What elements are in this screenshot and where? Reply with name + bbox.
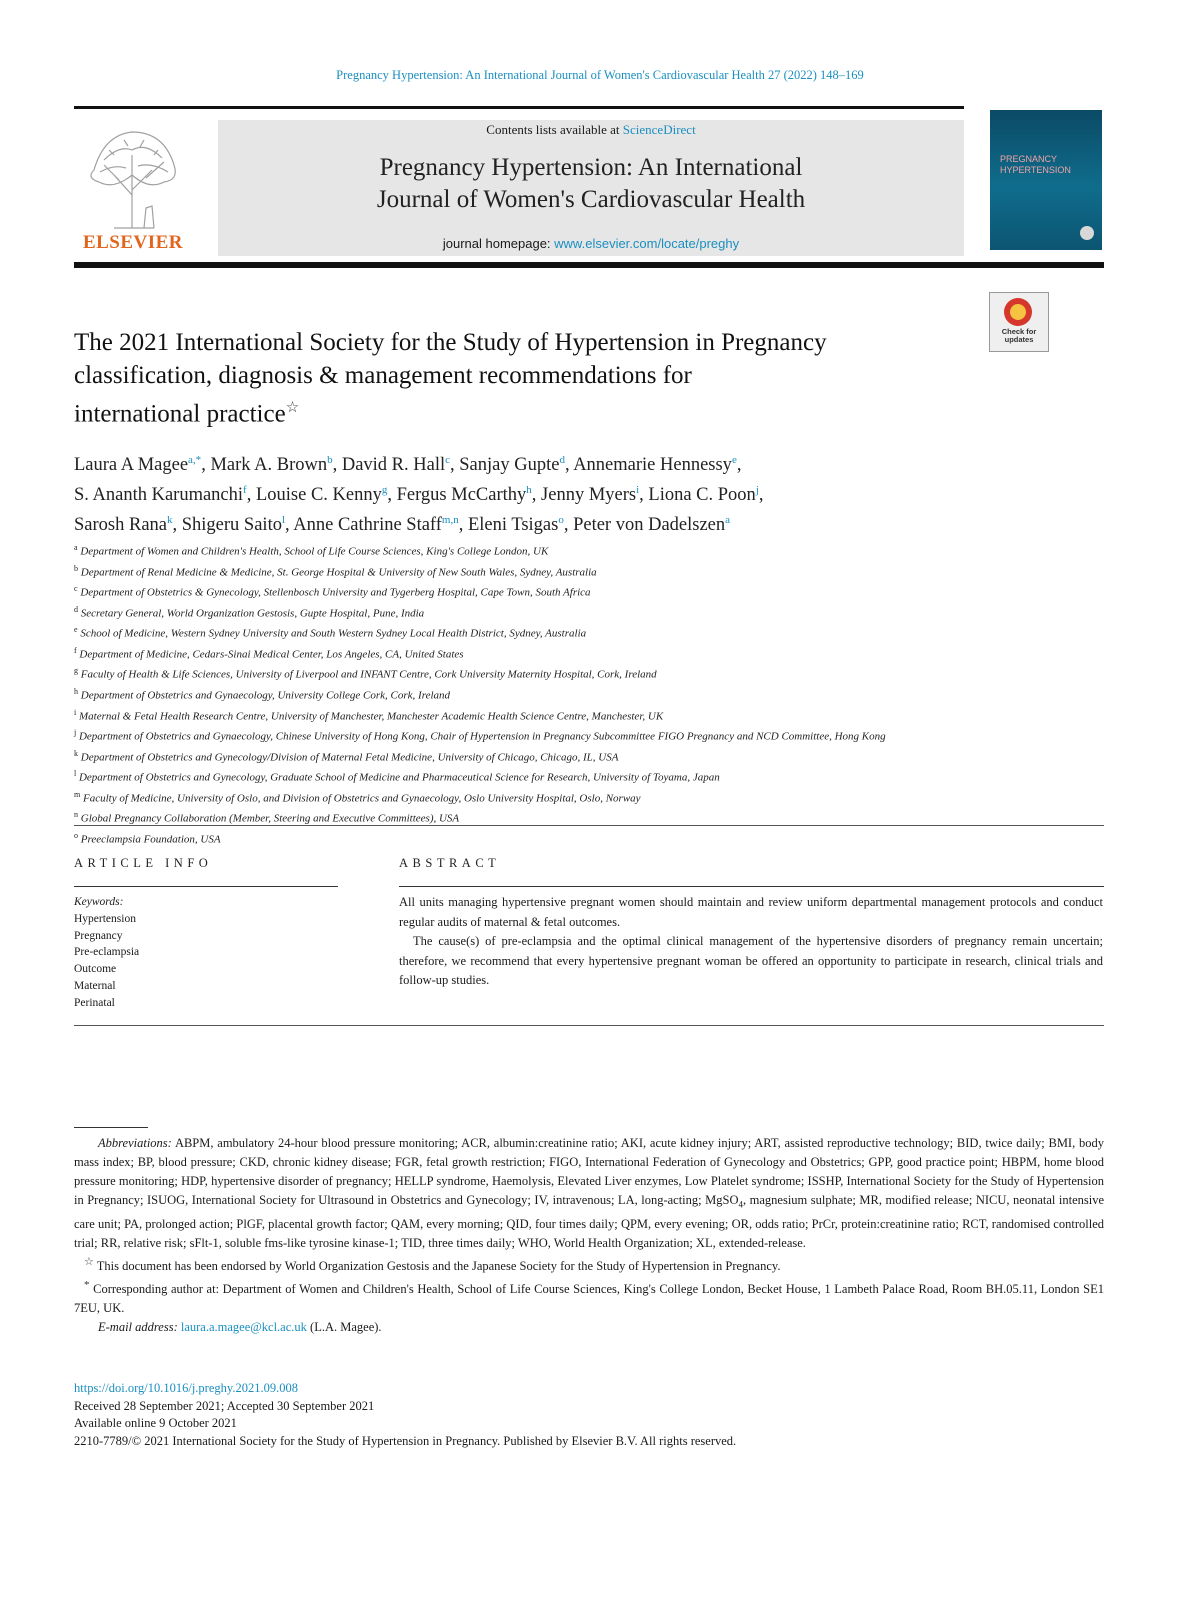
author-separator: ,	[246, 485, 256, 506]
contents-line	[218, 122, 964, 138]
author-name[interactable]: Sarosh Rana	[74, 515, 167, 536]
keywords-list	[74, 911, 139, 1012]
section-divider	[74, 825, 1104, 826]
author-affiliation-mark[interactable]: b	[327, 454, 333, 466]
author-separator: ,	[285, 515, 294, 536]
author-affiliation-mark[interactable]: a	[725, 514, 731, 527]
affiliation-text: Department of Obstetrics and Gynecology/Division of Maternal Fetal Medicine, University of Chicago, Chicago, IL, USA	[80, 751, 619, 764]
author-name[interactable]: Louise C. Kenny	[255, 485, 382, 506]
header-bottom-rule	[74, 262, 1104, 268]
journal-title-line-2: Journal of Women's Cardiovascular Health	[376, 186, 806, 213]
author-affiliation-mark[interactable]: l	[281, 514, 286, 527]
author-separator: ,	[758, 485, 764, 506]
author-name[interactable]: Laura A Magee	[74, 455, 189, 476]
keyword-item: Maternal	[74, 979, 116, 992]
author-name[interactable]: Anne Cathrine Staff	[293, 515, 442, 536]
affiliation-mark: d	[74, 604, 78, 614]
abbreviations-label: Abbreviations:	[98, 1136, 172, 1150]
affiliation-item	[74, 725, 974, 746]
affiliation-mark: h	[74, 686, 78, 696]
check-updates-label: Check for updates	[1001, 327, 1037, 344]
keyword-item: Perinatal	[74, 996, 115, 1009]
affiliation-text: Department of Renal Medicine & Medicine, St. George Hospital & University of New South Wales, Sydney, Australia	[80, 566, 597, 579]
author-affiliation-mark[interactable]: a,*	[188, 454, 202, 466]
endorsement-footnote: ☆ This document has been endorsed by World Organization Gestosis and the Japanese Society for the Study of Hypertension in Pregnancy.	[84, 1255, 781, 1273]
title-footnote-mark[interactable]: ☆	[285, 400, 300, 416]
cover-title: PREGNANCY HYPERTENSION	[1000, 154, 1071, 175]
author-separator: ,	[563, 515, 574, 536]
author-affiliation-mark[interactable]: f	[243, 484, 247, 497]
affiliation-item	[74, 705, 974, 726]
email-link[interactable]: laura.a.magee@kcl.ac.uk	[180, 1319, 307, 1334]
author-separator: ,	[564, 455, 574, 476]
affiliation-mark: m	[74, 789, 81, 799]
affiliation-text: Department of Women and Children's Health, School of Life Course Sciences, King's College London, UK	[80, 545, 549, 558]
keyword-item: Hypertension	[74, 912, 136, 925]
author-name[interactable]: Annemarie Hennessy	[573, 455, 732, 476]
affiliation-mark: b	[74, 563, 78, 573]
check-updates-icon	[1004, 298, 1032, 326]
running-head: Pregnancy Hypertension: An International Journal of Women's Cardiovascular Health 27 (2022) 148–169	[336, 68, 864, 82]
author-name[interactable]: Sanjay Gupte	[459, 455, 560, 476]
author-affiliation-mark[interactable]: c	[445, 454, 451, 466]
header-top-rule	[74, 106, 964, 109]
elsevier-tree-icon	[74, 120, 192, 232]
affiliation-item	[74, 643, 974, 664]
corresponding-author-footnote: * Corresponding author at: Department of Women and Children's Health, School of Life Course Sciences, King's College London, Becket House, 1 Lambeth Palace Road, Room BH.05.11, London SE1 7EU, UK.	[74, 1278, 1104, 1315]
homepage-prefix: journal homepage:	[442, 236, 555, 251]
doi-link[interactable]: https://doi.org/10.1016/j.preghy.2021.09.008	[74, 1381, 298, 1395]
email-label: E-mail address:	[98, 1319, 178, 1334]
author-affiliation-mark[interactable]: o	[558, 514, 564, 527]
author-separator: ,	[172, 515, 182, 536]
available-online: Available online 9 October 2021	[74, 1416, 237, 1430]
author-separator: ,	[450, 455, 460, 476]
article-title	[74, 326, 974, 430]
article-info-heading: ARTICLE INFO	[74, 856, 213, 870]
author-affiliation-mark[interactable]: k	[167, 514, 173, 527]
author-affiliation-mark[interactable]: j	[755, 484, 759, 497]
affiliation-text: Department of Obstetrics and Gynecology, Graduate School of Medicine and Pharmaceutical Science for Research, University of Toyama, Japan	[78, 771, 720, 784]
abstract-body	[399, 893, 1103, 991]
affiliation-mark: j	[74, 728, 77, 738]
author-separator: ,	[458, 515, 468, 536]
abbreviations-footnote: Abbreviations: ABPM, ambulatory 24-hour blood pressure monitoring; ACR, albumin:creatinine ratio; AKI, acute kidney injury; ART, assisted reproductive technology; BID, twice daily; BMI, body mass index; BP, blood pressure; CKD, chronic kidney disease; FGR, fetal growth restriction; FIGO, International Federation of Gynecology and Obstetrics; GPP, good practice point; HBPM, home blood pressure monitoring; HDP, hypertensive disorder of pregnancy; HELLP syndrome, Haemolysis, Elevated Liver enzymes, Low Platelet syndrome; ISSHP, International Society for the Study of Hypertension in Pregnancy; ISUOG, International Society for Ultrasound in Obstetrics and Gynecology; IV, intravenous; LA, long-acting; MgSO$_4$, magnesium sulphate; MR, modified release; NICU, neonatal intensive care unit; PA, prolonged action; PlGF, placental growth factor; QAM, every morning; QID, four times daily; QPM, every evening; OR, odds ratio; PrCr, protein:creatinine ratio; RCT, randomised controlled trial; RR, relative risk; sFlt-1, soluble fms-like tyrosine kinase-1; TID, three times daily; WHO, World Health Organization; XL, extended-release.	[74, 1136, 1105, 1250]
affiliation-mark: k	[74, 748, 78, 758]
author-name[interactable]: Fergus McCarthy	[396, 485, 527, 506]
affiliation-item	[74, 746, 974, 767]
author-name[interactable]: Liona C. Poon	[648, 485, 756, 506]
author-name[interactable]: Peter von Dadelszen	[573, 515, 726, 536]
affiliation-mark: g	[74, 666, 78, 676]
author-name[interactable]: Eleni Tsigas	[467, 515, 559, 536]
copyright-line: 2210-7789/© 2021 International Society for the Study of Hypertension in Pregnancy. Published by Elsevier B.V. All rights reserved.	[74, 1433, 737, 1448]
abstract-bottom-rule	[74, 1025, 1104, 1026]
elsevier-logo	[74, 120, 192, 256]
affiliation-item	[74, 602, 974, 623]
author-separator: ,	[201, 455, 211, 476]
affiliation-text: Preeclampsia Foundation, USA	[80, 833, 221, 846]
footnote-rule	[74, 1127, 148, 1128]
keywords-block	[74, 894, 139, 1012]
author-separator: ,	[639, 485, 649, 506]
affiliation-item	[74, 581, 974, 602]
author-name[interactable]: Mark A. Brown	[210, 455, 328, 476]
author-affiliation-mark[interactable]: e	[731, 454, 737, 466]
affiliation-text: Maternal & Fetal Health Research Centre, University of Manchester, Manchester Academic Health Science Centre, Manchester, UK	[78, 710, 664, 723]
keywords-label: Keywords:	[74, 896, 124, 908]
affiliation-text: Department of Obstetrics and Gynaecology, Chinese University of Hong Kong, Chair of Hypertension in Pregnancy Subcommittee FIGO Pregnancy and NCD Committee, Hong Kong	[78, 730, 886, 743]
journal-title-line-1: Pregnancy Hypertension: An International	[379, 154, 803, 181]
affiliation-text: Faculty of Health & Life Sciences, University of Liverpool and INFANT Centre, Cork University Maternity Hospital, Cork, Ireland	[80, 669, 657, 682]
author-affiliation-mark[interactable]: h	[526, 484, 532, 497]
affiliation-item	[74, 787, 974, 808]
author-list	[74, 448, 1094, 538]
affiliation-mark: a	[74, 543, 78, 552]
author-affiliation-mark[interactable]: g	[381, 484, 388, 497]
affiliation-item	[74, 663, 974, 684]
contents-prefix: Contents lists available at	[486, 122, 623, 137]
author-separator: ,	[736, 455, 742, 476]
affiliations	[74, 540, 974, 848]
author-separator: ,	[531, 485, 542, 506]
keyword-item: Pregnancy	[74, 929, 123, 942]
article-title-line-2: classification, diagnosis & management recommendations for	[74, 362, 692, 389]
affiliation-text: Department of Obstetrics & Gynecology, Stellenbosch University and Tygerberg Hospital, Cape Town, South Africa	[80, 586, 591, 599]
affiliation-mark: o	[74, 830, 78, 840]
affiliation-item	[74, 622, 974, 643]
keyword-item: Outcome	[74, 963, 117, 976]
affiliation-item	[74, 828, 974, 849]
abstract-paragraph-1: All units managing hypertensive pregnant women should maintain and review uniform departmental management protocols and conduct regular audits of maternal & fetal outcomes.	[399, 895, 1103, 929]
affiliation-text: Faculty of Medicine, University of Oslo, and Division of Obstetrics and Gynaecology, Oslo University Hospital, Oslo, Norway	[82, 792, 641, 805]
affiliation-mark: l	[74, 769, 77, 779]
sciencedirect-link[interactable]: ScienceDirect	[622, 122, 696, 137]
footnotes	[74, 1134, 1104, 1337]
article-title-line-1: The 2021 International Society for the Study of Hypertension in Pregnancy	[74, 329, 827, 356]
affiliation-mark: c	[74, 584, 78, 594]
article-title-line-3: international practice☆	[74, 400, 300, 428]
author-name[interactable]: Jenny Myers	[541, 485, 637, 506]
affiliation-text: Department of Medicine, Cedars-Sinai Medical Center, Los Angeles, CA, United States	[79, 648, 464, 661]
publication-info	[74, 1380, 736, 1450]
keyword-item: Pre-eclampsia	[74, 946, 140, 959]
author-name[interactable]: David R. Hall	[341, 455, 446, 476]
affiliation-item	[74, 561, 974, 582]
affiliation-item	[74, 684, 974, 705]
check-for-updates-button[interactable]	[989, 292, 1049, 352]
homepage-link[interactable]: www.elsevier.com/locate/preghy	[554, 236, 740, 251]
affiliation-mark: n	[74, 810, 78, 820]
author-separator: ,	[332, 455, 342, 476]
author-separator: ,	[387, 485, 397, 506]
author-affiliation-mark[interactable]: i	[636, 484, 640, 497]
affiliation-item	[74, 766, 974, 787]
affiliation-text: Department of Obstetrics and Gynaecology, University College Cork, Cork, Ireland	[80, 689, 451, 702]
article-info-rule	[74, 886, 338, 887]
abstract-rule	[399, 886, 1104, 887]
journal-title	[218, 152, 964, 216]
cover-logo-icon	[1080, 226, 1094, 240]
affiliation-text: School of Medicine, Western Sydney University and South Western Sydney Local Health District, Sydney, Australia	[80, 627, 587, 640]
author-affiliation-mark[interactable]: d	[559, 454, 565, 466]
elsevier-wordmark: ELSEVIER	[82, 232, 184, 253]
abstract-heading: ABSTRACT	[399, 856, 501, 870]
author-affiliation-mark[interactable]: m,n	[441, 514, 459, 527]
abstract-paragraph-2: The cause(s) of pre-eclampsia and the optimal clinical management of the hypertensive disorders of pregnancy remain uncertain; therefore, we recommend that every hypertensive pregnant woman be offered an opportunity to participate in research, clinical trials and follow-up studies.	[399, 934, 1103, 987]
affiliation-mark: i	[74, 707, 77, 717]
affiliation-text: Global Pregnancy Collaboration (Member, Steering and Executive Committees), USA	[80, 812, 460, 825]
received-dates: Received 28 September 2021; Accepted 30 September 2021	[74, 1398, 375, 1413]
affiliation-text: Secretary General, World Organization Gestosis, Gupte Hospital, Pune, India	[80, 607, 425, 620]
journal-cover-image[interactable]	[990, 110, 1102, 250]
affiliation-item	[74, 540, 974, 561]
affiliation-mark: e	[74, 625, 78, 635]
journal-homepage	[218, 236, 964, 251]
author-name[interactable]: S. Ananth Karumanchi	[74, 485, 244, 506]
author-name[interactable]: Shigeru Saito	[181, 515, 282, 536]
affiliation-mark: f	[74, 645, 77, 655]
email-footnote: E-mail address: laura.a.magee@kcl.ac.uk (L.A. Magee).	[98, 1319, 382, 1334]
